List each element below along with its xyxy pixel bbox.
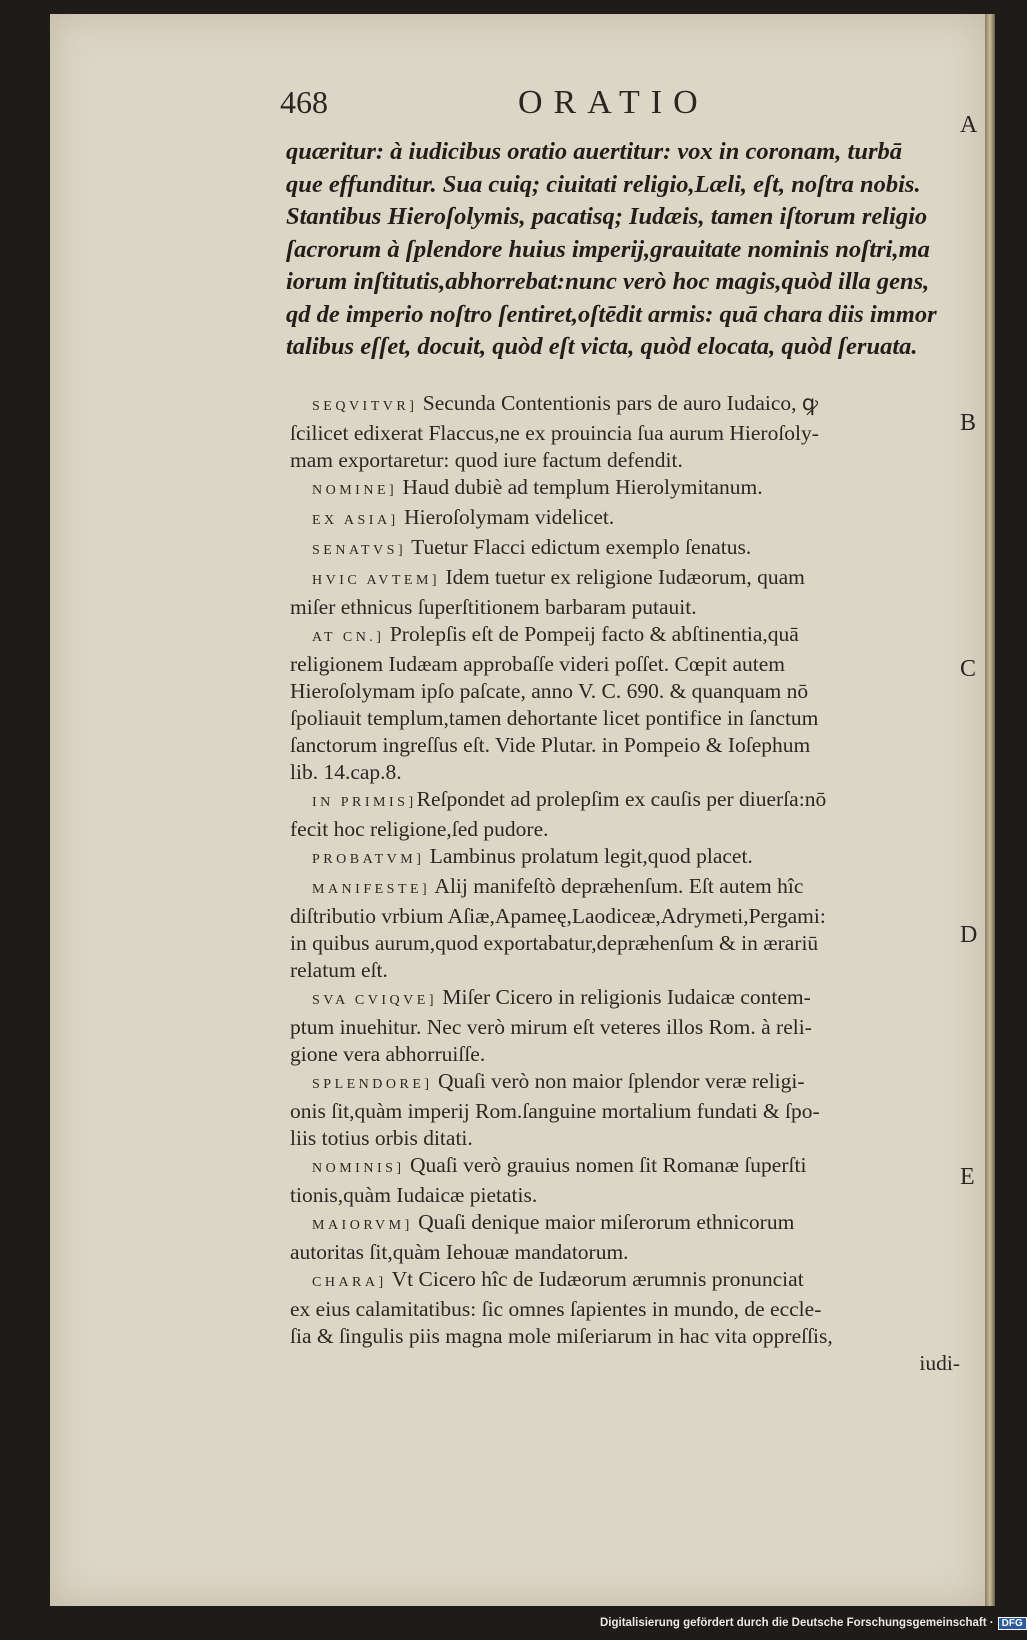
note-text: Prolepſis eſt de Pompeij facto & abſtinentia,quā — [384, 622, 799, 646]
note-text: autoritas ſit,quàm Iehouæ mandatorum. — [290, 1240, 629, 1264]
note-text: Lambinus prolatum legit,quod placet. — [424, 844, 753, 868]
note-line — [290, 705, 960, 732]
note-line — [290, 984, 960, 1014]
lemma: CHARA] — [312, 1275, 387, 1290]
note-line — [290, 732, 960, 759]
quote-line: Stantibus Hieroſolymis, pacatisq; Iudæis, tamen iſtorum religio — [286, 203, 928, 230]
note-line — [290, 843, 960, 873]
lemma: SVA CVIQVE] — [312, 993, 437, 1008]
note-text: tionis,quàm Iudaicæ pietatis. — [290, 1183, 538, 1207]
note-line — [290, 1068, 960, 1098]
note-text: in quibus aurum,quod exportabatur,depræhenſum & in ærariū — [290, 931, 819, 955]
quote-line: ſacrorum à ſplendore huius imperij,grauitate nominis noſtri,ma — [286, 235, 930, 263]
note-text: ſcilicet edixerat Flaccus,ne ex prouincia ſua aurum Hieroſoly- — [290, 421, 819, 445]
note-line — [290, 1125, 960, 1152]
note-text: mam exportaretur: quod iure factum defendit. — [290, 448, 683, 472]
note-text: Idem tuetur ex religione Iudæorum, quam — [440, 565, 805, 589]
lemma: PROBATVM] — [312, 852, 425, 867]
lemma: AT CN.] — [312, 630, 385, 645]
note-line — [290, 534, 960, 564]
lemma: SEQVITVR] — [312, 399, 418, 414]
note-text: Quaſi verò non maior ſplendor veræ religi- — [432, 1069, 805, 1093]
note-text: ex eius calamitatibus: ſic omnes ſapientes in mundo, de eccle- — [290, 1297, 822, 1321]
note-text: Secunda Contentionis pars de auro Iudaico, ꝙ — [417, 391, 819, 415]
lemma: MAIORVM] — [312, 1218, 413, 1233]
note-text: relatum eſt. — [290, 958, 388, 982]
quoted-text — [286, 136, 954, 364]
note-text: Hieroſolymam ipſo paſcate, anno V. C. 690. & quanquam nō — [290, 679, 809, 703]
note-text: diſtributio vrbium Aſiæ,Apameę,Laodiceæ,Adrymeti,Pergami: — [290, 904, 826, 928]
lemma: SPLENDORE] — [312, 1077, 433, 1092]
marginal-letter-c: C — [960, 656, 977, 682]
note-line — [290, 594, 960, 621]
note-text: gione vera abhorruiſſe. — [290, 1042, 486, 1066]
note-line — [290, 759, 960, 786]
note-text: Vt Cicero hîc de Iudæorum ærumnis pronunciat — [386, 1267, 804, 1291]
note-line — [290, 420, 960, 447]
note-text: religionem Iudæam approbaſſe videri poſſet. Cœpit autem — [290, 652, 785, 676]
note-text: Haud dubiè ad templum Hierolymitanum. — [397, 475, 763, 499]
note-line — [290, 1323, 960, 1350]
note-text: fecit hoc religione,ſed pudore. — [290, 817, 549, 841]
marginal-letter-e: E — [960, 1164, 975, 1190]
lemma: NOMINE] — [312, 483, 398, 498]
note-line — [290, 1041, 960, 1068]
note-line — [290, 447, 960, 474]
lemma: MANIFESTE] — [312, 882, 431, 897]
quote-line: que effunditur. Sua cuiq; ciuitati religio,Læli, eſt, noſtra nobis. — [286, 170, 921, 198]
dfg-logo: DFG — [998, 1617, 1027, 1630]
marginal-letter-b: B — [960, 410, 977, 436]
quote-line: iorum inſtitutis,abhorrebat:nunc verò hoc magis,quòd illa gens, — [286, 268, 930, 295]
marginal-letter-a: A — [960, 112, 978, 138]
quote-line: talibus eſſet, docuit, quòd eſt victa, quòd elocata, quòd ſeruata. — [286, 333, 918, 360]
commentary-notes — [290, 390, 960, 1377]
note-line — [290, 390, 960, 420]
page-number: 468 — [280, 84, 328, 120]
note-text: miſer ethnicus ſuperſtitionem barbaram putauit. — [290, 595, 697, 619]
note-line — [290, 1266, 960, 1296]
page-edge — [985, 14, 995, 1606]
note-text: lib. 14.cap.8. — [290, 760, 402, 784]
note-line — [290, 1098, 960, 1125]
note-line — [290, 1152, 960, 1182]
note-line — [290, 957, 960, 984]
note-text: Tuetur Flacci edictum exemplo ſenatus. — [406, 535, 752, 559]
note-text: ptum inuehitur. Nec verò mirum eſt veteres illos Rom. à reli- — [290, 1015, 812, 1039]
lemma: HVIC AVTEM] — [312, 573, 441, 588]
note-text: Alij manifeſtò depræhenſum. Eſt autem hîc — [430, 874, 804, 898]
lemma: SENATVS] — [312, 543, 407, 558]
note-line — [290, 1182, 960, 1209]
note-line — [290, 903, 960, 930]
note-line — [290, 564, 960, 594]
note-line — [290, 1239, 960, 1266]
running-title: ORATIO — [518, 84, 709, 121]
note-text: ſia & ſingulis piis magna mole miſeriarum in hac vita oppreſſis, — [290, 1324, 833, 1348]
note-text: Reſpondet ad prolepſim ex cauſis per diuerſa:nō — [416, 787, 827, 811]
note-line — [290, 1209, 960, 1239]
note-text: Hieroſolymam videlicet. — [398, 505, 615, 529]
note-text: liis totius orbis ditati. — [290, 1126, 473, 1150]
note-line — [290, 1296, 960, 1323]
note-line — [290, 816, 960, 843]
note-text: ſanctorum ingreſſus eſt. Vide Plutar. in Pompeio & Ioſephum — [290, 733, 811, 757]
note-line — [290, 651, 960, 678]
note-line — [290, 621, 960, 651]
note-text: ſpoliauit templum,tamen dehortante licet pontifice in ſanctum — [290, 706, 819, 730]
quote-line: qd de imperio noſtro ſentiret,oſtēdit armis: quā chara diis immor — [286, 300, 937, 328]
footer-text: Digitalisierung gefördert durch die Deutsche Forschungsgemeinschaft · — [600, 1617, 994, 1629]
catchword: iudi- — [919, 1351, 960, 1375]
note-line — [290, 504, 960, 534]
note-line — [290, 474, 960, 504]
note-line — [290, 1014, 960, 1041]
page-header — [280, 84, 980, 134]
note-line — [290, 930, 960, 957]
marginal-letter-d: D — [960, 922, 978, 948]
note-text: Quaſi denique maior miſerorum ethnicorum — [412, 1210, 795, 1234]
note-text: Miſer Cicero in religionis Iudaicæ contem- — [436, 985, 811, 1009]
footer-credit — [600, 1617, 1023, 1635]
lemma: IN PRIMIS] — [312, 795, 417, 810]
note-line — [290, 786, 960, 816]
note-line — [290, 873, 960, 903]
lemma: EX ASIA] — [312, 513, 399, 528]
quote-line: quæritur: à iudicibus oratio auertitur: vox in coronam, turbā — [286, 138, 903, 165]
lemma: NOMINIS] — [312, 1161, 405, 1176]
note-text: Quaſi verò grauius nomen ſit Romanæ ſuperſti — [404, 1153, 807, 1177]
note-line — [290, 678, 960, 705]
note-text: onis ſit,quàm imperij Rom.ſanguine mortalium fundati & ſpo- — [290, 1099, 820, 1123]
